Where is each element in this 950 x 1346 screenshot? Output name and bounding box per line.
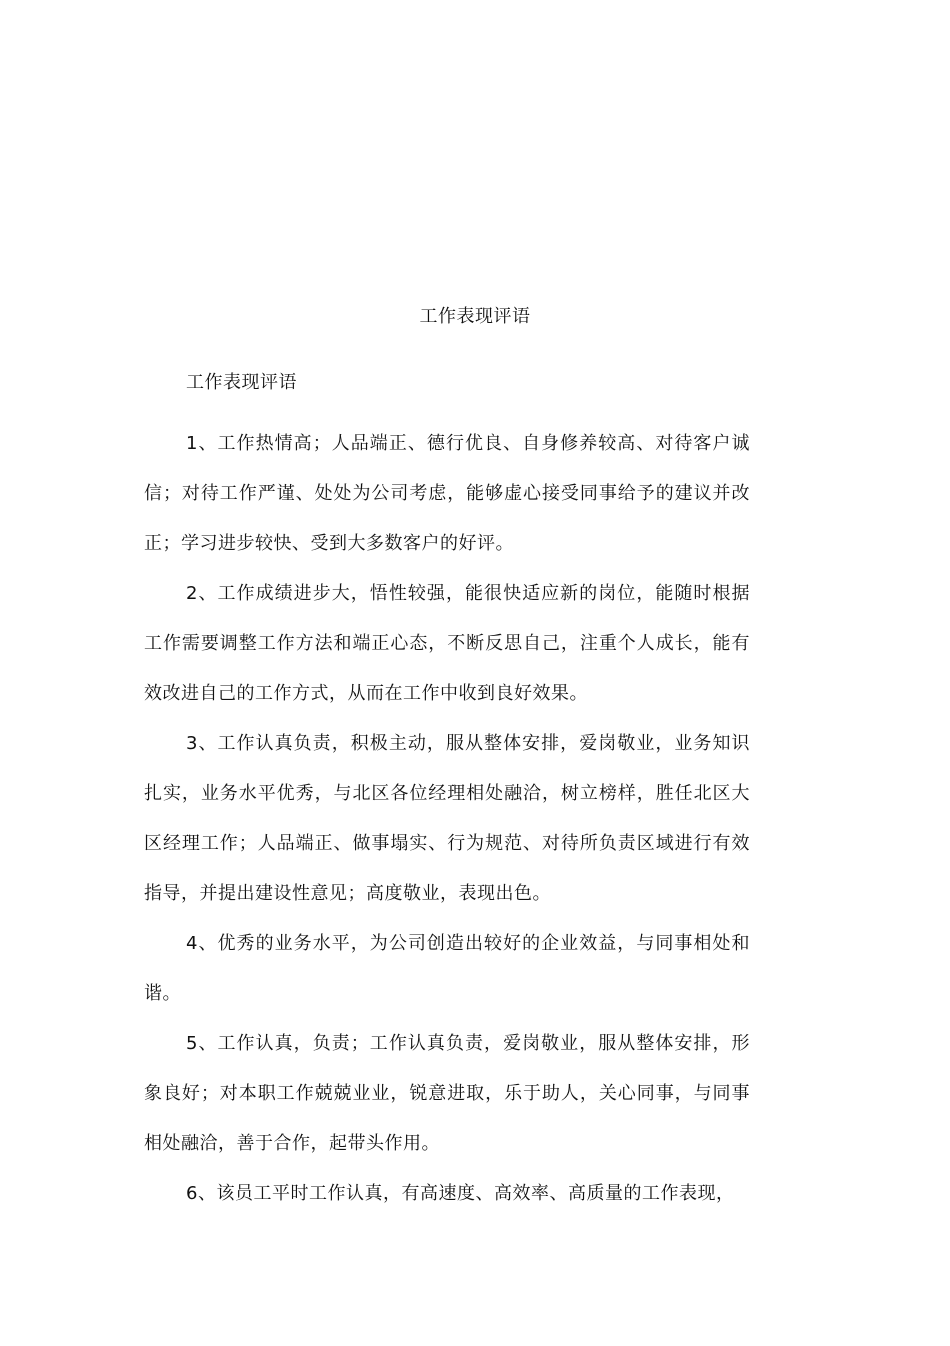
paragraph-5: 5、工作认真，负责；工作认真负责，爱岗敬业，服从整体安排，形象良好；对本职工作兢兢业业，锐意进取，乐于助人，关心同事，与同事相处融洽，善于合作，起带头作用。 [144, 1033, 750, 1154]
paragraph-6: 6、该员工平时工作认真，有高速度、高效率、高质量的工作表现， [186, 1183, 735, 1204]
document-subtitle: 工作表现评语 [186, 372, 297, 393]
document-title: 工作表现评语 [419, 306, 531, 327]
paragraph-4: 4、优秀的业务水平，为公司创造出较好的企业效益，与同事相处和谐。 [144, 933, 750, 1004]
paragraph-2: 2、工作成绩进步大，悟性较强，能很快适应新的岗位，能随时根据工作需要调整工作方法和端正心态，不断反思自己，注重个人成长，能有效改进自己的工作方式，从而在工作中收到良好效果。 [144, 583, 750, 704]
paragraph-1: 1、工作热情高；人品端正、德行优良、自身修养较高、对待客户诚信；对待工作严谨、处处为公司考虑，能够虚心接受同事给予的建议并改正；学习进步较快、受到大多数客户的好评。 [144, 433, 750, 554]
document-body [144, 419, 750, 1219]
paragraph-3: 3、工作认真负责，积极主动，服从整体安排，爱岗敬业，业务知识扎实，业务水平优秀，与北区各位经理相处融洽，树立榜样，胜任北区大区经理工作；人品端正、做事塌实、行为规范、对待所负责区域进行有效指导，并提出建设性意见；高度敬业，表现出色。 [144, 733, 750, 904]
